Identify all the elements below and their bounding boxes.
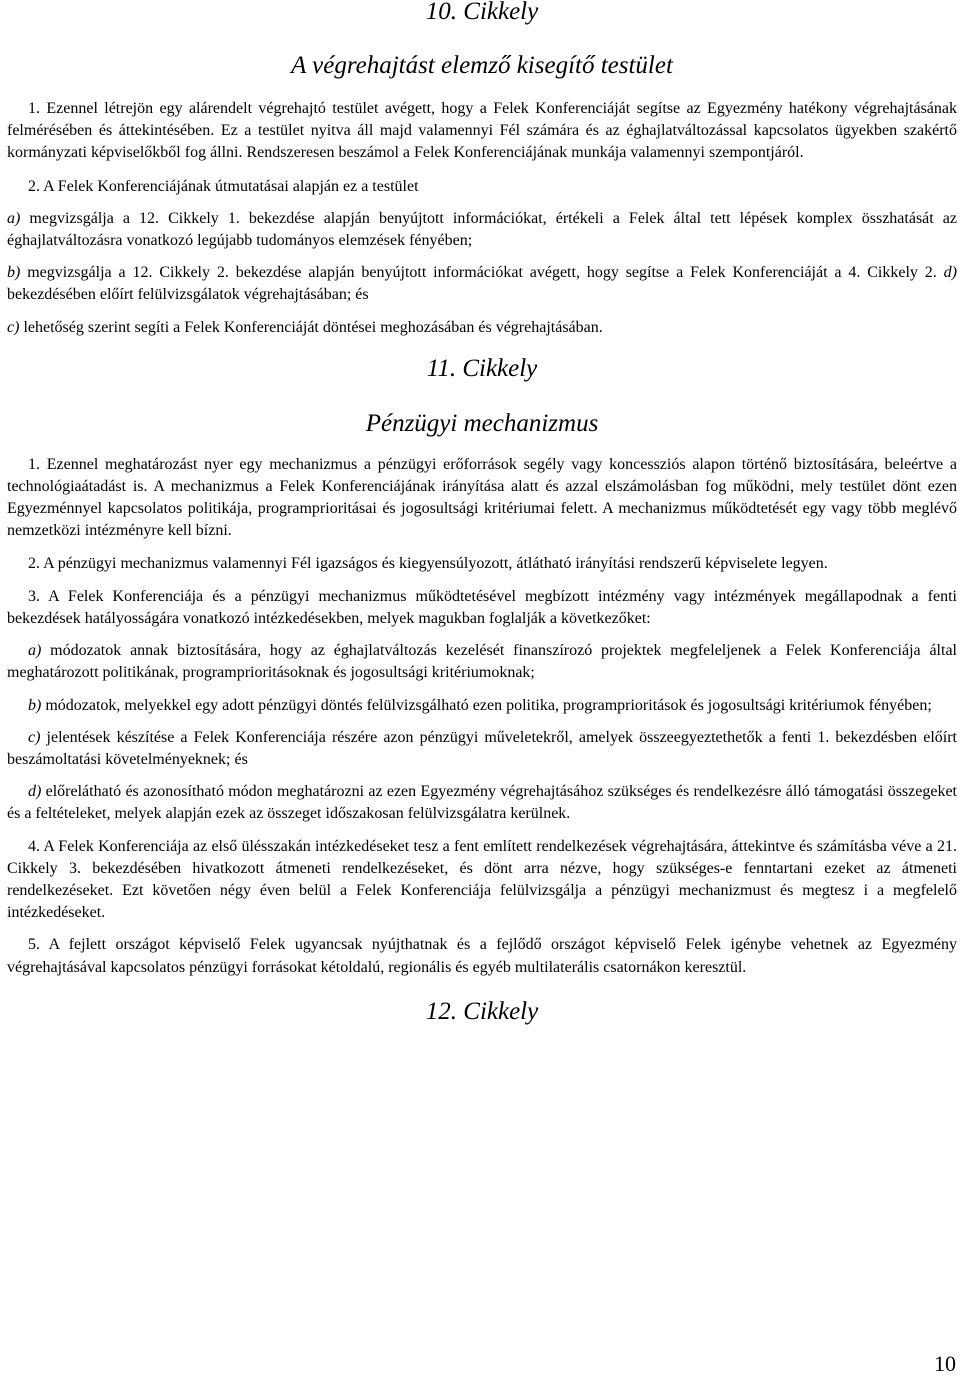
article-11-item-d <box>7 781 957 825</box>
article-10-title: A végrehajtást elemző kisegítő testület <box>291 52 673 79</box>
item-b-text-end: bekezdésében előírt felülvizsgálatok végrehajtásában; és <box>7 286 369 304</box>
article-10-paragraph-2: 2. A Felek Konferenciájának útmutatásai alapján ez a testület <box>28 177 419 195</box>
article-11-paragraph-1: 1. Ezennel meghatározást nyer egy mechanizmus a pénzügyi erőforrások segély vagy koncessziós alapon történő biztosítására, beleértve a technológiaátadást is. A mechanizmus a Felek Konferenciájának irányítása alatt és azzal elszámolásban fog működni, mely testület dönt ezen Egyezménnyel kapcsolatos politikája, programprioritásai és jogosultsági kritériumai felett. A mechanizmus működtetését egy vagy több meglévő nemzetközi intézményre kell bízni. <box>7 455 957 540</box>
article-11-title: Pénzügyi mechanizmus <box>365 409 599 437</box>
item-a-label: a) <box>7 209 21 227</box>
article-11-heading: 11. Cikkely <box>426 354 538 382</box>
item-b-text: módozatok, melyekkel egy adott pénzügyi döntés felülvizsgálható ezen politika, programprioritások és jogosultsági kritériumok fényében; <box>41 696 932 714</box>
article-10-heading: 10. Cikkely <box>425 0 539 25</box>
item-c-label: c) <box>28 728 41 746</box>
article-11-paragraph-2: 2. A pénzügyi mechanizmus valamennyi Fél igazságos és kiegyensúlyozott, átlátható irányítási rendszerű képviselete legyen. <box>28 554 828 572</box>
item-b-text: megvizsgálja a 12. Cikkely 2. bekezdése alapján benyújtott információkat avégett, hogy segítse a Felek Konferenciáját a 4. Cikkely 2. <box>20 264 944 282</box>
article-11-item-b <box>7 695 957 717</box>
item-c-label: c) <box>7 318 20 336</box>
page-number: 10 <box>934 1351 956 1376</box>
item-d-label: d) <box>28 783 42 801</box>
item-b-reference: d) <box>943 264 957 282</box>
article-10-item-b <box>7 262 957 306</box>
item-d-text: előrelátható és azonosítható módon meghatározni az ezen Egyezmény végrehajtásához szükséges és rendelkezésre álló támogatási összegeket és a feltételeket, melyek alapján ezek az összeget időszakosan felülvizsgálatra kerülnek. <box>7 783 957 823</box>
article-11-paragraph-4: 4. A Felek Konferenciája az első ülésszakán intézkedéseket tesz a fent említett rendelkezések végrehajtására, áttekintve és számításba véve a 21. Cikkely 3. bekezdésében hivatkozott átmeneti rendelkezéseket, és dönt arra nézve, hogy szükséges-e fenntartani ezeket az átmeneti rendelkezéseket. Ezt követően négy éven belül a Felek Konferenciája felülvizsgálja a pénzügyi mechanizmust és megtesz i a megfelelő intézkedéseket. <box>7 837 957 922</box>
item-c-text: jelentések készítése a Felek Konferenciája részére azon pénzügyi műveletekről, amelyek összeegyeztethetők a fenti 1. bekezdésben előírt beszámoltatási követelményeknek; és <box>7 728 957 769</box>
article-10-item-c <box>7 317 957 339</box>
item-a-label: a) <box>28 642 42 660</box>
article-10-item-a <box>7 208 957 252</box>
article-11-item-a <box>7 640 957 684</box>
article-10-paragraph-1: 1. Ezennel létrejön egy alárendelt végrehajtó testület avégett, hogy a Felek Konferenciáját segítse az Egyezmény hatékony végrehajtásának felmérésében és áttekintésében. Ez a testület nyitva áll majd valamennyi Fél számára és az éghajlatváltozással kapcsolatos ügyekben szakértő kormányzati képviselőkből fog állni. Rendszeresen beszámol a Felek Konferenciájának munkája valamennyi szempontjáról. <box>7 100 957 162</box>
item-a-text: megvizsgálja a 12. Cikkely 1. bekezdése alapján benyújtott információkat, értékeli a Felek által tett lépések komplex összhatását az éghajlatváltozásra vonatkozó legújabb tudományos elemzések fényében; <box>7 209 957 250</box>
item-c-text: lehetőség szerint segíti a Felek Konferenciáját döntései meghozásában és végrehajtásában. <box>19 318 603 336</box>
item-b-label: b) <box>7 264 21 282</box>
article-11-paragraph-3: 3. A Felek Konferenciája és a pénzügyi mechanizmus működtetésével megbízott intézmény vagy intézmények megállapodnak a fenti bekezdések hatályosságára vonatkozó intézkedésekben, melyek magukban foglalják a következőket: <box>7 587 957 628</box>
item-b-label: b) <box>28 696 42 714</box>
article-12-heading: 12. Cikkely <box>425 997 539 1025</box>
item-a-text: módozatok annak biztosítására, hogy az éghajlatváltozás kezelését finanszírozó projektek megfeleljenek a Felek Konferenciája által meghatározott politikának, programprioritásoknak és jogosultsági kritériumoknak; <box>7 642 957 682</box>
document-body <box>7 0 957 1024</box>
article-11-paragraph-5: 5. A fejlett országot képviselő Felek ugyancsak nyújthatnak és a fejlődő országot képviselő Felek igénybe vehetnek az Egyezmény végrehajtásával kapcsolatos pénzügyi forrásokat kétoldalú, regionális és egyéb multilaterális csatornákon keresztül. <box>7 936 957 976</box>
article-11-item-c <box>7 727 957 771</box>
